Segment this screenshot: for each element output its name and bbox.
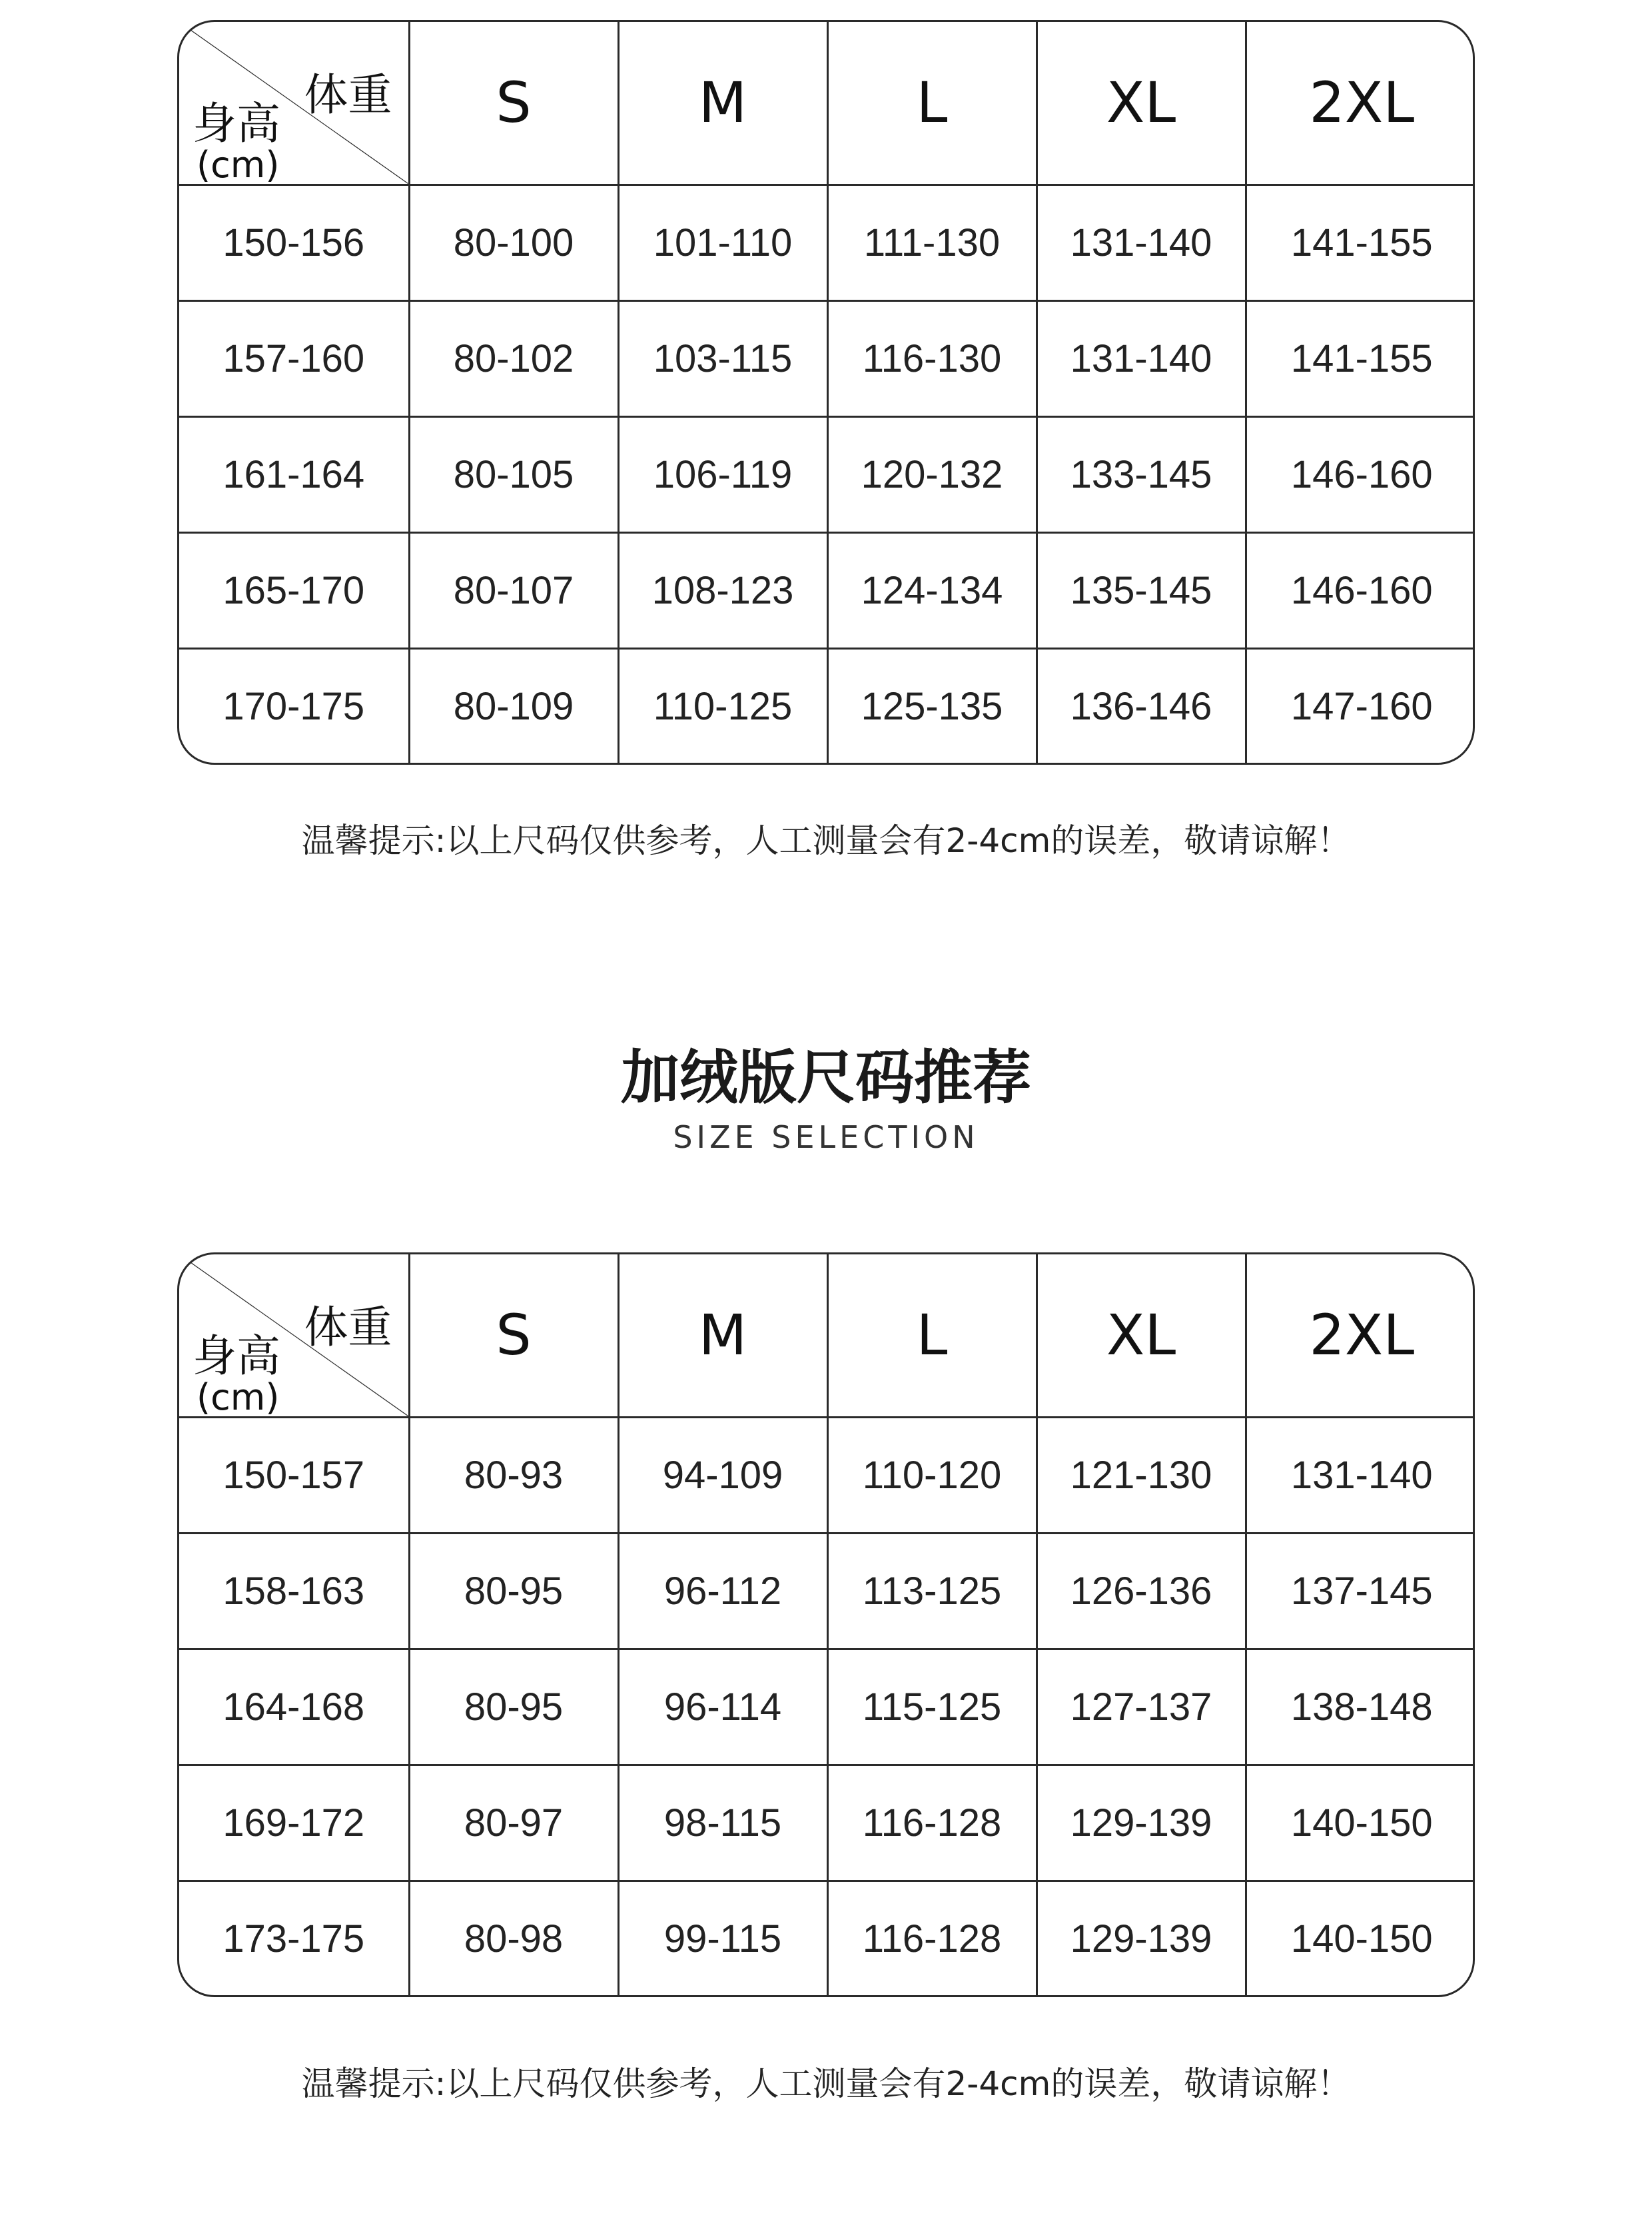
height-range-cell: 170-175 (179, 648, 409, 764)
weight-range-cell: 124-134 (827, 532, 1036, 648)
height-range-cell: 173-175 (179, 1881, 409, 1997)
weight-range-cell: 126-136 (1036, 1533, 1246, 1649)
section-title: 加绒版尺码推荐 (620, 1043, 1031, 1112)
size-table-fleece (177, 1252, 1475, 1997)
table-row (179, 648, 1475, 764)
weight-range-cell: 108-123 (618, 532, 827, 648)
weight-range-cell: 116-130 (827, 300, 1036, 416)
height-range-cell: 169-172 (179, 1765, 409, 1881)
size-grid (179, 22, 1475, 764)
weight-range-cell: 94-109 (618, 1417, 827, 1533)
weight-range-cell: 131-140 (1246, 1417, 1475, 1533)
header-row (179, 1254, 1475, 1417)
measurement-note: 温馨提示:以上尺码仅供参考，人工测量会有2-4cm的误差，敬请谅解！ (301, 821, 1351, 860)
weight-range-cell: 110-125 (618, 648, 827, 764)
size-header-m: M (618, 22, 827, 185)
table-row (179, 1765, 1475, 1881)
unit-label: (cm) (197, 1376, 280, 1417)
section-subtitle: SIZE SELECTION (673, 1119, 979, 1155)
weight-range-cell: 146-160 (1246, 532, 1475, 648)
height-label: 身高 (193, 98, 280, 149)
size-header-xl: XL (1036, 22, 1246, 185)
table-row (179, 1533, 1475, 1649)
table-row (179, 532, 1475, 648)
unit-label: (cm) (197, 144, 280, 185)
weight-range-cell: 80-95 (409, 1533, 618, 1649)
weight-range-cell: 80-105 (409, 416, 618, 532)
size-header-l: L (827, 22, 1036, 185)
weight-range-cell: 120-132 (827, 416, 1036, 532)
weight-range-cell: 113-125 (827, 1533, 1036, 1649)
table-row (179, 185, 1475, 300)
weight-range-cell: 99-115 (618, 1881, 827, 1997)
weight-range-cell: 111-130 (827, 185, 1036, 300)
weight-range-cell: 141-155 (1246, 300, 1475, 416)
size-table-regular (177, 20, 1475, 765)
weight-range-cell: 80-98 (409, 1881, 618, 1997)
weight-range-cell: 140-150 (1246, 1765, 1475, 1881)
weight-range-cell: 137-145 (1246, 1533, 1475, 1649)
weight-range-cell: 80-107 (409, 532, 618, 648)
weight-range-cell: 131-140 (1036, 300, 1246, 416)
weight-range-cell: 138-148 (1246, 1649, 1475, 1765)
corner-cell (179, 1254, 409, 1417)
weight-range-cell: 127-137 (1036, 1649, 1246, 1765)
weight-range-cell: 106-119 (618, 416, 827, 532)
size-header-xl: XL (1036, 1254, 1246, 1417)
weight-range-cell: 101-110 (618, 185, 827, 300)
weight-range-cell: 96-112 (618, 1533, 827, 1649)
size-header-s: S (409, 1254, 618, 1417)
weight-range-cell: 80-95 (409, 1649, 618, 1765)
weight-range-cell: 103-115 (618, 300, 827, 416)
size-header-m: M (618, 1254, 827, 1417)
weight-range-cell: 129-139 (1036, 1765, 1246, 1881)
weight-range-cell: 147-160 (1290, 685, 1433, 729)
height-range-cell: 158-163 (179, 1533, 409, 1649)
height-range-cell: 157-160 (179, 300, 409, 416)
weight-range-cell: 116-128 (827, 1881, 1036, 1997)
weight-label: 体重 (304, 69, 392, 121)
weight-range-cell: 141-155 (1246, 185, 1475, 300)
weight-range-cell: 80-93 (409, 1417, 618, 1533)
header-row (179, 22, 1475, 185)
weight-label: 体重 (304, 1302, 392, 1353)
weight-range-cell: 133-145 (1036, 416, 1246, 532)
height-range-cell: 150-156 (179, 185, 409, 300)
corner-cell (179, 22, 409, 185)
weight-range-cell: 98-115 (618, 1765, 827, 1881)
weight-range-cell: 135-145 (1036, 532, 1246, 648)
height-range-cell: 164-168 (179, 1649, 409, 1765)
weight-range-cell: 125-135 (827, 648, 1036, 764)
weight-range-cell: 80-109 (409, 648, 618, 764)
height-range-cell: 161-164 (179, 416, 409, 532)
table-row (179, 1649, 1475, 1765)
height-label: 身高 (193, 1330, 280, 1382)
size-header-2xl: 2XL (1246, 22, 1475, 185)
size-grid (179, 1254, 1475, 1997)
weight-range-cell: 121-130 (1036, 1417, 1246, 1533)
weight-range-cell: 80-100 (409, 185, 618, 300)
weight-range-cell: 129-139 (1036, 1881, 1246, 1997)
weight-range-cell: 116-128 (827, 1765, 1036, 1881)
weight-range-cell: 110-120 (827, 1417, 1036, 1533)
table-row (179, 1417, 1475, 1533)
weight-range-cell: 115-125 (827, 1649, 1036, 1765)
weight-range-cell: 140-150 (1290, 1917, 1433, 1961)
table-row (179, 416, 1475, 532)
measurement-note: 温馨提示:以上尺码仅供参考，人工测量会有2-4cm的误差，敬请谅解！ (301, 2064, 1351, 2103)
size-header-2xl: 2XL (1246, 1254, 1475, 1417)
weight-range-cell: 136-146 (1036, 648, 1246, 764)
weight-range-cell: 80-97 (409, 1765, 618, 1881)
table-row (179, 300, 1475, 416)
weight-range-cell: 80-102 (409, 300, 618, 416)
size-header-l: L (827, 1254, 1036, 1417)
height-range-cell: 150-157 (179, 1417, 409, 1533)
table-row (179, 1881, 1475, 1997)
weight-range-cell: 96-114 (618, 1649, 827, 1765)
weight-range-cell: 131-140 (1036, 185, 1246, 300)
weight-range-cell: 146-160 (1246, 416, 1475, 532)
height-range-cell: 165-170 (179, 532, 409, 648)
size-header-s: S (409, 22, 618, 185)
